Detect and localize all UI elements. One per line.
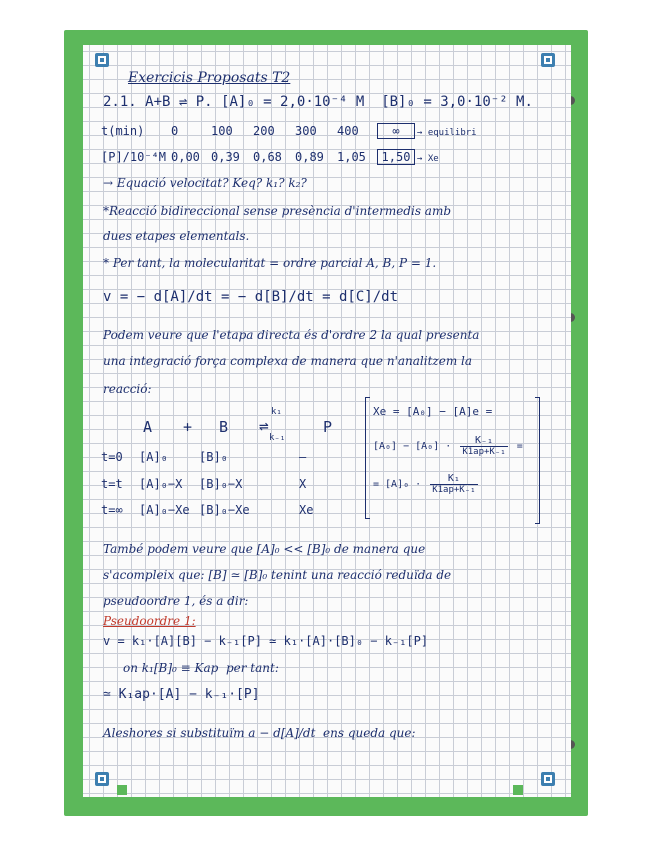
problem-number: 2.1.: [103, 94, 137, 110]
scheme-cell: [A]₀: [139, 450, 168, 464]
right-bracket: [535, 397, 540, 524]
text-line: dues etapes elementals.: [103, 229, 250, 243]
xe-line-3-text: = [A]₀ ·: [373, 479, 422, 490]
equilibrium-note: → equilibri: [417, 128, 477, 138]
approx-equation: ≃ K₁ap·[A] − k₋₁·[P]: [103, 687, 260, 702]
fraction-denominator: K1ap+K₋₁: [432, 485, 476, 495]
green-square-icon: [117, 785, 127, 795]
scheme-cell: t=0: [101, 450, 123, 464]
problem-line: [103, 95, 561, 109]
fraction: [430, 473, 477, 495]
table-cell: 0: [171, 124, 179, 138]
scheme-species-b: B: [219, 418, 229, 436]
scheme-cell: X: [299, 477, 307, 491]
scheme-row: [101, 450, 329, 464]
table-cell-infinity: ∞: [377, 123, 415, 139]
conc-a0: [A]₀ = 2,0·10⁻⁴ M: [221, 94, 365, 110]
pseudo-order-heading: Pseudoordre 1:: [103, 614, 196, 628]
scheme-cell: t=∞: [101, 503, 123, 517]
fraction-numerator: K₋₁: [460, 435, 507, 447]
xe-line-3: [373, 473, 481, 495]
table-cell-eq: 1,50: [377, 149, 415, 165]
corner-mark-icon: [95, 772, 109, 786]
text-line: reacció:: [103, 382, 152, 396]
left-bracket: [365, 397, 370, 519]
text-line: s'acompleix que: [B] ≃ [B]₀ tenint una reacció reduïda de: [103, 568, 452, 582]
scheme-row: [101, 503, 329, 517]
table-cell: 0,68: [253, 150, 282, 164]
table-cell: 1,05: [337, 150, 366, 164]
scheme-cell: [A]₀−Xe: [139, 503, 190, 517]
fraction-denominator: K1ap+K₋₁: [462, 447, 506, 457]
corner-mark-icon: [541, 53, 555, 67]
km1-label: k₋₁: [269, 433, 286, 443]
xe-line-1: Xe = [A₀] − [A]e =: [373, 405, 493, 418]
fraction-numerator: K₁: [430, 473, 477, 485]
kap-definition: on k₁[B]₀ ≡ Kap per tant:: [123, 661, 279, 675]
scheme-species-p: P: [323, 418, 333, 436]
reaction: A+B ⇌ P.: [145, 94, 213, 110]
conc-b0: [B]₀ = 3,0·10⁻² M.: [381, 94, 533, 110]
corner-mark-icon: [541, 772, 555, 786]
table-cell: 0,39: [211, 150, 240, 164]
questions-line: → Equació velocitat? Keq? k₁? k₂?: [103, 176, 307, 190]
xe-line-2-text: [A₀] − [A₀] ·: [373, 441, 452, 452]
text-line: Podem veure que l'etapa directa és d'ordre 2 la qual presenta: [103, 328, 480, 342]
text-line: Aleshores si substituïm a − d[A]/dt ens queda que:: [103, 726, 416, 740]
table-cell: 0,89: [295, 150, 324, 164]
text-line: * Per tant, la molecularitat = ordre parcial A, B, P = 1.: [103, 256, 437, 270]
table-row-time: [101, 123, 477, 139]
scheme-cell: Xe: [299, 503, 314, 517]
time-label: t(min): [101, 124, 145, 138]
scheme-row: [101, 477, 329, 491]
text-line: *Reacció bidireccional sense presència d'intermedis amb: [103, 204, 452, 218]
scheme-cell: [B]₀−Xe: [199, 503, 250, 517]
equilibrium-arrow-icon: ⇌: [259, 416, 269, 435]
scheme-cell: t=t: [101, 477, 123, 491]
table-cell: 300: [295, 124, 317, 138]
text-line: També podem veure que [A]₀ << [B]₀ de manera que: [103, 542, 426, 556]
xe-line-2: [373, 435, 523, 457]
rate-equation: v = − d[A]/dt = − d[B]/dt = d[C]/dt: [103, 289, 399, 305]
text-line: una integració força complexa de manera que n'analitzem la: [103, 354, 473, 368]
scheme-cell: [B]₀−X: [199, 477, 243, 491]
notebook-page: [83, 45, 571, 797]
table-cell: 200: [253, 124, 275, 138]
fraction: [460, 435, 507, 457]
equals-sign: =: [516, 441, 523, 452]
text-line: pseudoordre 1, és a dir:: [103, 594, 249, 608]
scheme-cell: [A]₀−X: [139, 477, 183, 491]
xe-note: → Xe: [417, 154, 439, 164]
p-label: [P]/10⁻⁴M: [101, 150, 167, 164]
rate-equation-2: v = k₁·[A][B] − k₋₁[P] ≃ k₁·[A]·[B]₀ − k₋₁[P]: [103, 634, 429, 648]
scheme-species-a: A: [143, 418, 153, 436]
table-cell: 100: [211, 124, 233, 138]
k1-label: k₁: [271, 407, 282, 417]
scheme-cell: —: [299, 450, 307, 464]
table-row-p: [101, 149, 439, 165]
scheme-cell: [B]₀: [199, 450, 228, 464]
scheme-plus: +: [183, 418, 193, 436]
table-cell: 0,00: [171, 150, 200, 164]
table-cell: 400: [337, 124, 359, 138]
page-title: Exercicis Proposats T2: [128, 70, 291, 86]
corner-mark-icon: [95, 53, 109, 67]
green-square-icon: [513, 785, 523, 795]
